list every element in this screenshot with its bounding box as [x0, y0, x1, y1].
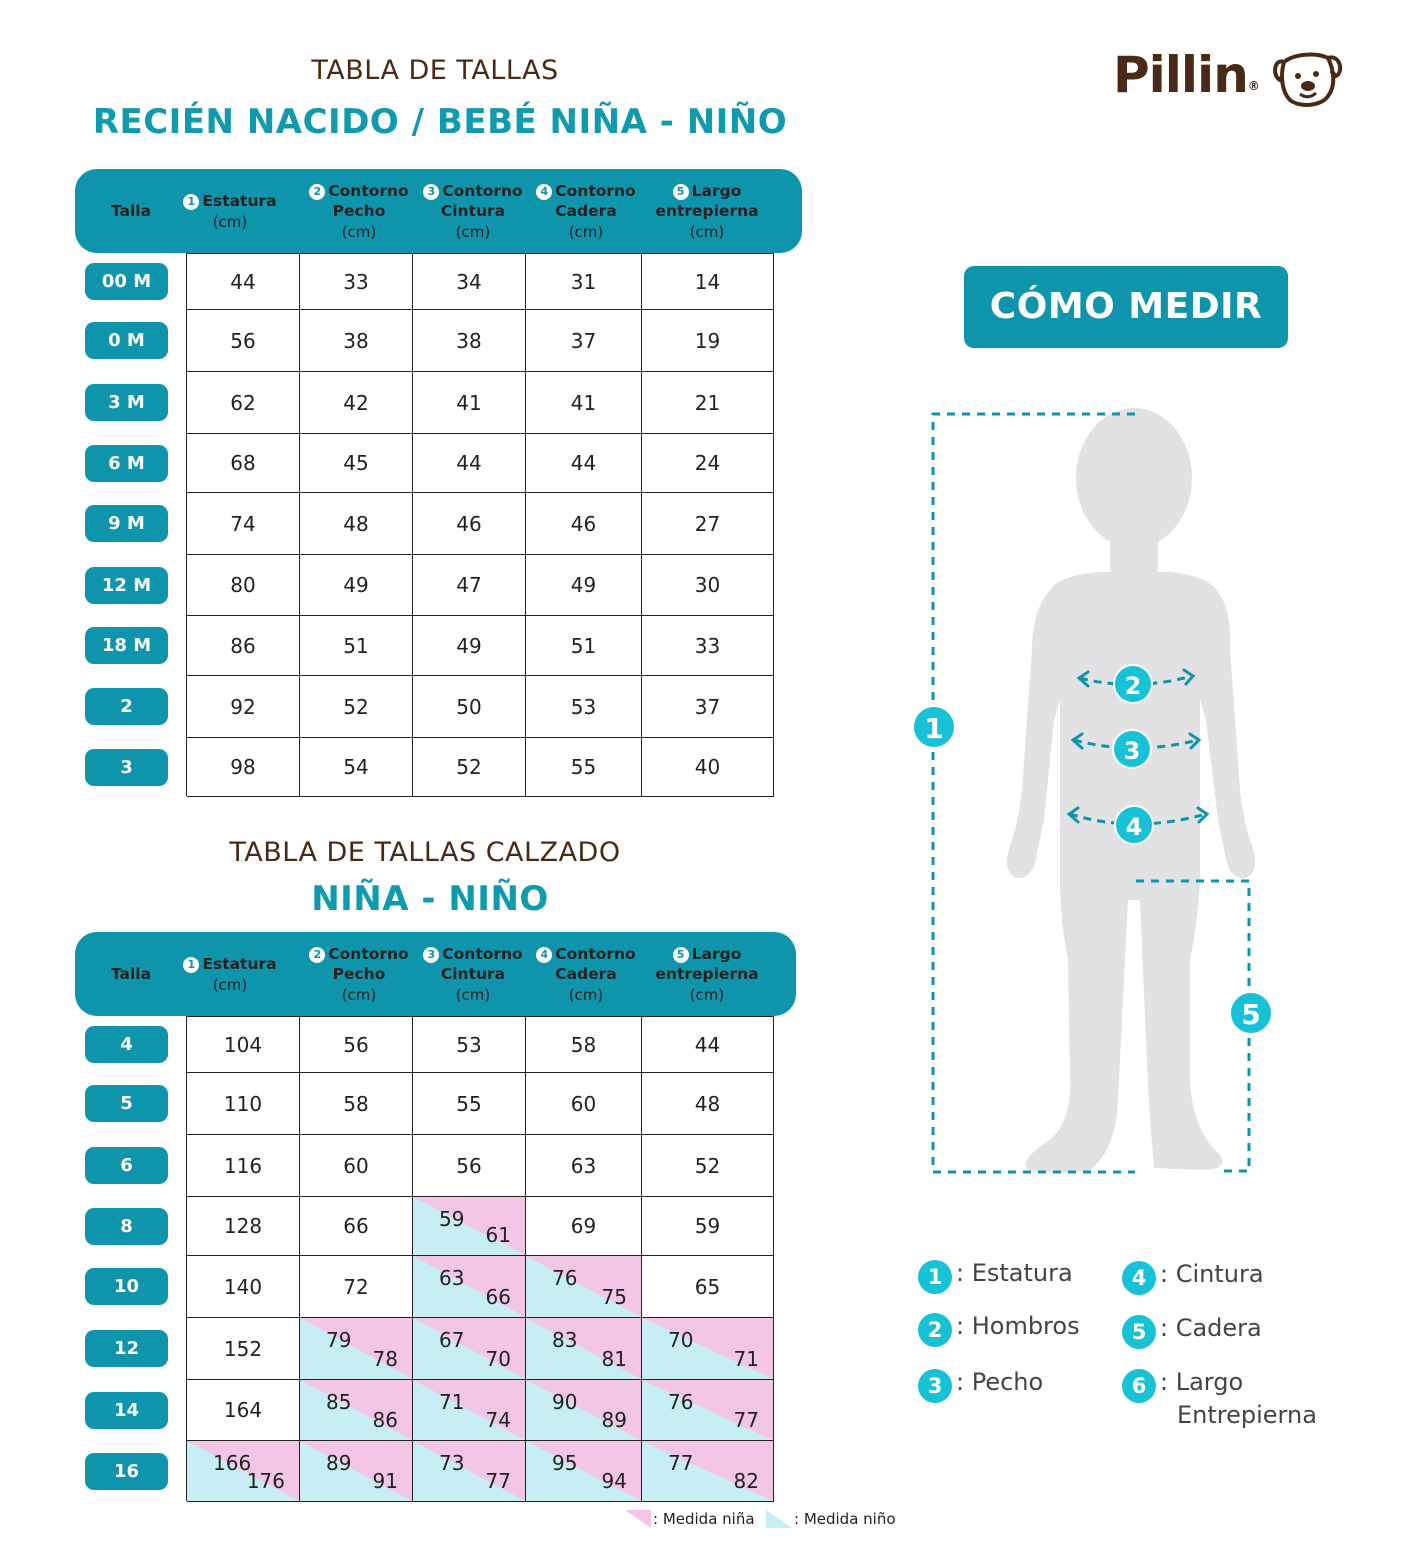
cell-value: 37: [570, 328, 597, 353]
legend-number-icon: 1: [918, 1260, 952, 1294]
cell-value: 34: [456, 269, 482, 294]
table2-grid: [186, 1016, 774, 1501]
measure-cell: [187, 1073, 300, 1135]
cell-value: 59: [694, 1214, 721, 1238]
split-measure-cell: [413, 1380, 526, 1441]
split-measure-cell: [413, 1256, 526, 1318]
cell-value: 60: [570, 1091, 597, 1116]
cell-value: 41: [570, 390, 597, 415]
cell-value: 45: [343, 451, 369, 475]
measure-cell: [413, 676, 526, 738]
legend-number-icon: 4: [1122, 1261, 1156, 1295]
legend-number-icon: 5: [1122, 1315, 1156, 1349]
measure-cell: [526, 434, 642, 493]
measure-cell: [642, 1135, 774, 1197]
boy-value: 78: [372, 1347, 398, 1371]
measure-cell: [642, 254, 774, 310]
cell-value: 44: [694, 1032, 721, 1057]
measure-cell: [526, 1197, 642, 1256]
legend-boy: [766, 1510, 896, 1528]
split-measure-cell: [300, 1318, 413, 1380]
header-unit: (cm): [341, 986, 377, 1004]
header-unit: (cm): [689, 986, 725, 1004]
girl-value: 89: [326, 1451, 352, 1475]
cell-value: 52: [694, 1153, 721, 1178]
measure-cell: [187, 1135, 300, 1197]
cell-value: 62: [230, 390, 256, 415]
header-label: Estatura: [202, 955, 277, 973]
header-unit: (cm): [455, 986, 491, 1004]
measure-cell: [413, 1017, 526, 1073]
cell-value: 48: [694, 1091, 721, 1116]
cell-value: 98: [230, 755, 256, 779]
split-measure-cell: [526, 1318, 642, 1380]
cell-value: 49: [343, 573, 369, 597]
table1-header-0: [95, 201, 167, 221]
measure-cell: [300, 616, 413, 676]
size-label: 3 M: [85, 384, 168, 421]
header-number-badge: 3: [423, 184, 439, 200]
cell-value: 110: [223, 1091, 263, 1116]
measure-marker-4: 4: [1114, 805, 1154, 845]
cell-value: 42: [343, 390, 369, 415]
table2-header-0: [95, 964, 167, 984]
cell-value: 37: [694, 694, 721, 719]
cell-value: 56: [230, 328, 256, 353]
legend-boy-label: : Medida niño: [794, 1510, 896, 1528]
boy-value: 61: [485, 1223, 511, 1247]
header-label: Largo entrepierna: [655, 182, 759, 220]
measure-cell: [300, 310, 413, 372]
boy-value: 81: [601, 1347, 627, 1371]
measure-cell: [526, 555, 642, 616]
measure-cell: [642, 1017, 774, 1073]
measure-marker-3: 3: [1112, 729, 1152, 769]
measure-marker-2: 2: [1113, 664, 1153, 704]
size-label: 14: [85, 1392, 168, 1429]
measure-cell: [526, 1017, 642, 1073]
legend-label: : Largo: [1160, 1368, 1244, 1396]
measure-cell: [413, 616, 526, 676]
brand-logo: [1113, 46, 1259, 104]
size-label: 12 M: [85, 567, 168, 604]
table1-header-2: [300, 181, 418, 242]
boy-value: 75: [601, 1285, 627, 1309]
size-label: 9 M: [85, 505, 168, 542]
cell-value: 86: [230, 633, 256, 658]
cell-value: 69: [570, 1214, 597, 1238]
legend-item-4: [1122, 1260, 1264, 1295]
legend-item-6: [1122, 1368, 1317, 1429]
measure-cell: [526, 1073, 642, 1135]
cell-value: 55: [456, 1091, 482, 1116]
legend-label: : Hombros: [956, 1312, 1080, 1340]
measure-cell: [300, 1197, 413, 1256]
measure-cell: [526, 738, 642, 797]
girl-value: 73: [439, 1451, 465, 1475]
girl-value: 67: [439, 1328, 465, 1352]
measure-cell: [187, 1380, 300, 1441]
size-label: 12: [85, 1330, 168, 1367]
split-measure-cell: [413, 1197, 526, 1256]
measure-cell: [526, 493, 642, 555]
cell-value: 19: [694, 328, 721, 353]
header-label: Contorno Cadera: [555, 945, 636, 983]
cell-value: 44: [230, 269, 256, 294]
boy-value: 94: [601, 1469, 627, 1493]
measure-cell: [187, 434, 300, 493]
measure-cell: [642, 1197, 774, 1256]
header-number-badge: 1: [183, 194, 199, 210]
header-number-badge: 2: [309, 947, 325, 963]
girl-value: 59: [439, 1207, 465, 1231]
legend-item-5: [1122, 1314, 1262, 1349]
boy-value: 176: [246, 1469, 285, 1493]
cell-value: 55: [570, 755, 597, 779]
split-measure-cell: [642, 1380, 774, 1441]
cell-value: 128: [223, 1214, 263, 1238]
table2-header-1: [180, 954, 280, 995]
measure-cell: [642, 1073, 774, 1135]
header-unit: (cm): [568, 223, 604, 241]
measure-cell: [642, 372, 774, 434]
measure-cell: [413, 1073, 526, 1135]
cell-value: 49: [570, 573, 597, 597]
table1-header-5: [642, 181, 772, 242]
header-label: Talla: [110, 202, 152, 220]
size-label: 6 M: [85, 445, 168, 482]
size-label: 8: [85, 1208, 168, 1245]
cell-value: 74: [230, 511, 256, 536]
header-unit: (cm): [212, 976, 248, 994]
cell-value: 66: [343, 1214, 369, 1238]
measure-cell: [413, 254, 526, 310]
measure-cell: [300, 1135, 413, 1197]
table2-header-2: [300, 944, 418, 1005]
size-label: 6: [85, 1147, 168, 1184]
header-label: Largo entrepierna: [655, 945, 759, 983]
boy-value: 74: [485, 1408, 511, 1432]
cell-value: 33: [343, 269, 369, 294]
measure-cell: [187, 1197, 300, 1256]
measure-cell: [300, 738, 413, 797]
legend-number-icon: 3: [918, 1369, 952, 1403]
cell-value: 80: [230, 573, 256, 597]
girl-value: 85: [326, 1390, 352, 1414]
measure-cell: [300, 434, 413, 493]
measure-cell: [642, 310, 774, 372]
girl-value: 76: [668, 1390, 694, 1414]
header-number-badge: 1: [183, 957, 199, 973]
measure-cell: [300, 1073, 413, 1135]
measure-cell: [300, 1256, 413, 1318]
boy-value: 82: [733, 1469, 759, 1493]
measure-cell: [413, 493, 526, 555]
measure-cell: [526, 616, 642, 676]
girl-value: 63: [439, 1266, 465, 1290]
cell-value: 44: [456, 451, 482, 475]
split-measure-cell: [526, 1256, 642, 1318]
header-number-badge: 4: [536, 947, 552, 963]
legend-label: : Cadera: [1160, 1314, 1262, 1342]
cell-value: 33: [694, 633, 721, 658]
cell-value: 104: [223, 1032, 263, 1057]
table1-header-3: [412, 181, 534, 242]
measure-cell: [642, 616, 774, 676]
cell-value: 152: [223, 1336, 263, 1361]
cell-value: 40: [694, 755, 721, 779]
cell-value: 51: [570, 633, 597, 658]
cell-value: 56: [456, 1153, 482, 1178]
header-number-badge: 2: [309, 184, 325, 200]
legend-label-line2: Entrepierna: [1177, 1401, 1317, 1429]
legend-girl: [625, 1510, 755, 1528]
size-label: 16: [85, 1453, 168, 1490]
measure-cell: [187, 616, 300, 676]
legend-item-2: [918, 1312, 1080, 1347]
cell-value: 21: [694, 390, 721, 415]
measure-cell: [642, 493, 774, 555]
legend-number-icon: 2: [918, 1313, 952, 1347]
cell-value: 116: [223, 1153, 263, 1178]
boy-value: 77: [485, 1469, 511, 1493]
boy-value: 77: [733, 1408, 759, 1432]
measure-cell: [300, 254, 413, 310]
cell-value: 14: [694, 269, 721, 294]
legend-label: : Cintura: [1160, 1260, 1264, 1288]
table2-title: TABLA DE TALLAS CALZADO: [229, 837, 621, 868]
cell-value: 92: [230, 694, 256, 719]
brand-name: Pillin: [1113, 46, 1248, 104]
split-measure-cell: [413, 1318, 526, 1380]
girl-value: 95: [552, 1451, 578, 1475]
cell-value: 53: [456, 1032, 482, 1057]
cell-value: 58: [343, 1091, 369, 1116]
table2-header-3: [412, 944, 534, 1005]
cell-value: 41: [456, 390, 482, 415]
legend-label: : Estatura: [956, 1259, 1073, 1287]
measure-cell: [526, 310, 642, 372]
header-number-badge: 3: [423, 947, 439, 963]
split-measure-cell: [300, 1441, 413, 1502]
measure-cell: [413, 1135, 526, 1197]
girl-value: 166: [213, 1451, 252, 1475]
cell-value: 68: [230, 451, 256, 475]
girl-value: 77: [668, 1451, 694, 1475]
girl-value: 71: [439, 1390, 465, 1414]
size-label: 2: [85, 688, 168, 725]
header-label: Talla: [110, 965, 152, 983]
girl-value: 90: [552, 1390, 578, 1414]
measure-marker-5: 5: [1229, 991, 1273, 1035]
cell-value: 52: [456, 755, 482, 779]
measure-cell: [187, 254, 300, 310]
measure-cell: [642, 1256, 774, 1318]
boy-value: 66: [485, 1285, 511, 1309]
header-label: Contorno Cintura: [440, 945, 523, 983]
cell-value: 53: [570, 694, 597, 719]
dog-logo-icon: [1270, 50, 1344, 112]
table1-header-4: [525, 181, 647, 242]
size-label: 3: [85, 749, 168, 786]
size-label: 10: [85, 1268, 168, 1305]
cell-value: 48: [343, 511, 369, 536]
cell-value: 46: [456, 511, 482, 536]
measure-cell: [187, 372, 300, 434]
cell-value: 44: [570, 451, 597, 475]
cell-value: 38: [343, 328, 369, 353]
measure-cell: [187, 1318, 300, 1380]
table2-header-5: [642, 944, 772, 1005]
how-to-measure-button[interactable]: CÓMO MEDIR: [964, 266, 1288, 348]
measure-cell: [526, 1135, 642, 1197]
cell-value: 52: [343, 694, 369, 719]
measure-cell: [413, 738, 526, 797]
size-label: 0 M: [85, 322, 168, 359]
split-measure-cell: [300, 1380, 413, 1441]
size-label: 18 M: [85, 627, 168, 664]
cell-value: 31: [570, 269, 597, 294]
header-number-badge: 5: [673, 947, 689, 963]
measure-cell: [187, 310, 300, 372]
girl-value: 70: [668, 1328, 694, 1352]
boy-value: 70: [485, 1347, 511, 1371]
measure-cell: [300, 676, 413, 738]
boy-swatch: [766, 1510, 792, 1528]
measure-cell: [187, 676, 300, 738]
header-unit: (cm): [568, 986, 604, 1004]
measure-cell: [642, 676, 774, 738]
header-label: Contorno Pecho: [328, 182, 409, 220]
measure-cell: [300, 555, 413, 616]
cell-value: 60: [343, 1153, 369, 1178]
measure-cell: [413, 434, 526, 493]
split-measure-cell: [526, 1380, 642, 1441]
header-unit: (cm): [212, 213, 248, 231]
measure-cell: [187, 555, 300, 616]
measure-cell: [413, 372, 526, 434]
boy-value: 91: [372, 1469, 398, 1493]
cell-value: 30: [694, 573, 721, 597]
split-measure-cell: [526, 1441, 642, 1502]
cell-value: 24: [694, 451, 721, 475]
boy-value: 86: [372, 1408, 398, 1432]
cell-value: 58: [570, 1032, 597, 1057]
header-unit: (cm): [455, 223, 491, 241]
table1-header-1: [180, 191, 280, 232]
girl-swatch: [625, 1510, 651, 1528]
measure-cell: [300, 1017, 413, 1073]
measure-cell: [300, 372, 413, 434]
cell-value: 164: [223, 1398, 263, 1422]
measure-cell: [642, 555, 774, 616]
size-label: 5: [85, 1085, 168, 1122]
header-label: Estatura: [202, 192, 277, 210]
measure-cell: [642, 738, 774, 797]
cell-value: 47: [456, 573, 482, 597]
split-measure-cell: [413, 1441, 526, 1502]
cell-value: 63: [570, 1153, 597, 1178]
cell-value: 46: [570, 511, 597, 536]
cell-value: 51: [343, 633, 369, 658]
cell-value: 72: [343, 1274, 369, 1299]
table1-grid: [186, 253, 774, 796]
girl-value: 83: [552, 1328, 578, 1352]
table2-header-4: [525, 944, 647, 1005]
header-number-badge: 4: [536, 184, 552, 200]
table1-title: TABLA DE TALLAS: [311, 55, 559, 86]
girl-value: 79: [326, 1328, 352, 1352]
boy-value: 89: [601, 1408, 627, 1432]
measure-cell: [300, 493, 413, 555]
cell-value: 65: [694, 1274, 721, 1299]
measure-cell: [187, 1017, 300, 1073]
split-measure-cell: [642, 1441, 774, 1502]
split-measure-cell: [187, 1441, 300, 1502]
size-label: 00 M: [85, 263, 168, 300]
cell-value: 56: [343, 1032, 369, 1057]
cell-value: 49: [456, 633, 482, 658]
legend-number-icon: 6: [1122, 1369, 1156, 1403]
header-unit: (cm): [689, 223, 725, 241]
header-unit: (cm): [341, 223, 377, 241]
measure-cell: [413, 310, 526, 372]
cell-value: 140: [223, 1274, 263, 1299]
brand-reg: ®: [1247, 79, 1259, 93]
cell-value: 27: [694, 511, 721, 536]
measure-cell: [642, 434, 774, 493]
child-silhouette-figure: [900, 400, 1280, 1190]
boy-value: 71: [733, 1347, 759, 1371]
header-label: Contorno Cintura: [440, 182, 523, 220]
cell-value: 50: [456, 694, 482, 719]
cell-value: 38: [456, 328, 482, 353]
legend-girl-label: : Medida niña: [653, 1510, 755, 1528]
measure-cell: [187, 1256, 300, 1318]
header-number-badge: 5: [673, 184, 689, 200]
girl-value: 76: [552, 1266, 578, 1290]
legend-label: : Pecho: [956, 1368, 1044, 1396]
cell-value: 54: [343, 755, 369, 779]
measure-cell: [187, 493, 300, 555]
measure-cell: [526, 676, 642, 738]
legend-item-3: [918, 1368, 1043, 1403]
legend-item-1: [918, 1259, 1073, 1294]
measure-cell: [413, 555, 526, 616]
measure-cell: [526, 372, 642, 434]
header-label: Contorno Cadera: [555, 182, 636, 220]
measure-marker-1: 1: [912, 705, 956, 749]
size-label: 4: [85, 1026, 168, 1063]
table1-subtitle: RECIÉN NACIDO / BEBÉ NIÑA - NIÑO: [92, 102, 788, 142]
header-label: Contorno Pecho: [328, 945, 409, 983]
split-measure-cell: [642, 1318, 774, 1380]
table2-subtitle: NIÑA - NIÑO: [311, 879, 549, 919]
measure-cell: [187, 738, 300, 797]
measure-cell: [526, 254, 642, 310]
